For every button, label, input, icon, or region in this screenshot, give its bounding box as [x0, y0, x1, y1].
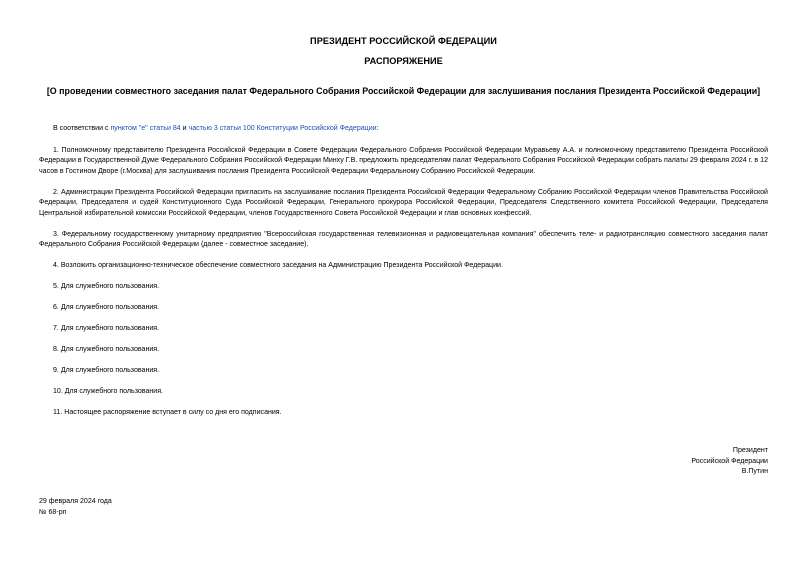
document-number: № 68-рп — [39, 508, 67, 516]
footer-block — [39, 497, 112, 518]
signature-position: Президент — [732, 447, 768, 454]
paragraph-8: 8. Для служебного пользования. — [53, 346, 160, 353]
document-body — [39, 124, 768, 429]
paragraph-5: 5. Для служебного пользования. — [53, 283, 160, 290]
signature-name: В.Путин — [741, 468, 768, 475]
intro-paragraph — [39, 124, 768, 135]
paragraph-2: 2. Администрации Президента Российской Федерации пригласить на заслушивание послания Президента Российской Федерации Федеральному Собранию Российской Федерации членов Правительства Российской Федерации, Председателя и судей Конституционного Суда Российской Федерации, Генерального прокурора Российской Федерации, Председателя Следственного комитета Российской Федерации, Председателя Центральной избирательной комиссии Российской Федерации, членов Государственного Совета Российской Федерации и глав основных конфессий. — [39, 188, 768, 217]
signature-country: Российской Федерации — [691, 457, 768, 465]
intro-middle: и — [180, 125, 189, 132]
paragraph-6: 6. Для служебного пользования. — [53, 304, 160, 311]
paragraph-9: 9. Для служебного пользования. — [53, 367, 160, 374]
paragraph-3: 3. Федеральному государственному унитарному предприятию "Всероссийская государственная телевизионная и радиовещательная компания" обеспечить теле- и радиотрансляцию совместного заседания палат Федерального Собрания Российской Федерации (далее - совместное заседание). — [39, 230, 768, 248]
paragraph-11: 11. Настоящее распоряжение вступает в силу со дня его подписания. — [53, 409, 282, 416]
intro-prefix: В соответствии с — [53, 125, 111, 132]
issuer-heading: ПРЕЗИДЕНТ РОССИЙСКОЙ ФЕДЕРАЦИИ — [310, 36, 497, 46]
doc-type-heading: РАСПОРЯЖЕНИЕ — [364, 56, 443, 66]
document-title: [О проведении совместного заседания палат Федерального Собрания Российской Федерации для заслушивания послания Президента Российской Федерации] — [46, 86, 761, 96]
intro-suffix: : — [376, 125, 379, 132]
paragraph-7: 7. Для служебного пользования. — [53, 325, 160, 332]
signature-block — [691, 446, 768, 478]
paragraph-10: 10. Для служебного пользования. — [53, 388, 163, 395]
paragraph-1: 1. Полномочному представителю Президента Российской Федерации в Совете Федерации Федерального Собрания Российской Федерации Муравьеву А.А. и полномочному представителю Президента Российской Федерации в Государственной Думе Федерального Собрания Российской Федерации Минху Г.В. предложить председателям палат Федерального Собрания Российской Федерации собрать палаты 29 февраля 2024 г. в 12 часов в Гостином Дворе (г.Москва) для заслушивания послания Президента Российской Федерации Федеральному Собранию Российской Федерации. — [39, 146, 768, 175]
document-date: 29 февраля 2024 года — [39, 498, 112, 505]
constitution-article-100-link[interactable]: частью 3 статьи 100 Конституции Российской Федерации — [188, 125, 377, 132]
constitution-article-84-link[interactable]: пунктом "е" статьи 84 — [110, 125, 181, 132]
paragraph-4: 4. Возложить организационно-техническое обеспечение совместного заседания на Администрацию Президента Российской Федерации. — [53, 262, 503, 269]
